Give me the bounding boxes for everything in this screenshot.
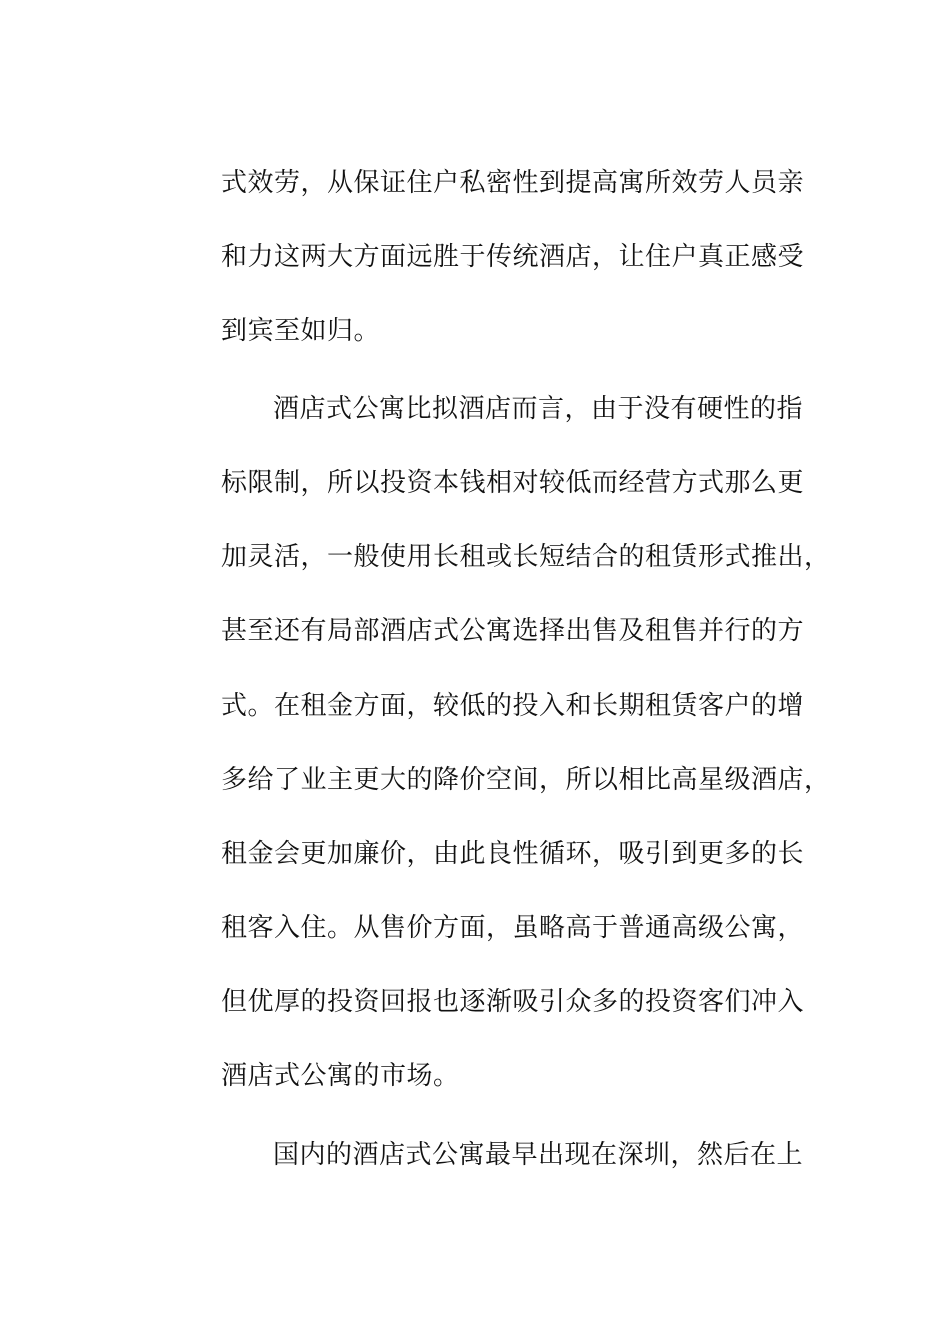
paragraph-line: 甚至还有局部酒店式公寓选择出售及租售并行的方 <box>221 616 805 646</box>
paragraph-line: 式效劳，从保证住户私密性到提高寓所效劳人员亲 <box>221 168 805 198</box>
paragraph-line: 式。在租金方面，较低的投入和长期租赁客户的增 <box>221 691 805 721</box>
paragraph-line: 租金会更加廉价，由此良性循环，吸引到更多的长 <box>221 839 805 869</box>
paragraph-line: 加灵活，一般使用长租或长短结合的租赁形式推出， <box>221 542 831 572</box>
paragraph-line: 国内的酒店式公寓最早出现在深圳，然后在上 <box>273 1140 804 1170</box>
paragraph-line: 酒店式公寓比拟酒店而言，由于没有硬性的指 <box>273 394 804 424</box>
paragraph-line: 酒店式公寓的市场。 <box>221 1061 460 1091</box>
paragraph-line: 标限制，所以投资本钱相对较低而经营方式那么更 <box>221 468 805 498</box>
paragraph-line: 但优厚的投资回报也逐渐吸引众多的投资客们冲入 <box>221 987 805 1017</box>
paragraph-line: 租客入住。从售价方面，虽略高于普通高级公寓， <box>221 913 805 943</box>
paragraph-line: 多给了业主更大的降价空间，所以相比高星级酒店， <box>221 765 831 795</box>
paragraph-line: 和力这两大方面远胜于传统酒店，让住户真正感受 <box>221 242 805 272</box>
paragraph-line: 到宾至如归。 <box>221 316 381 346</box>
